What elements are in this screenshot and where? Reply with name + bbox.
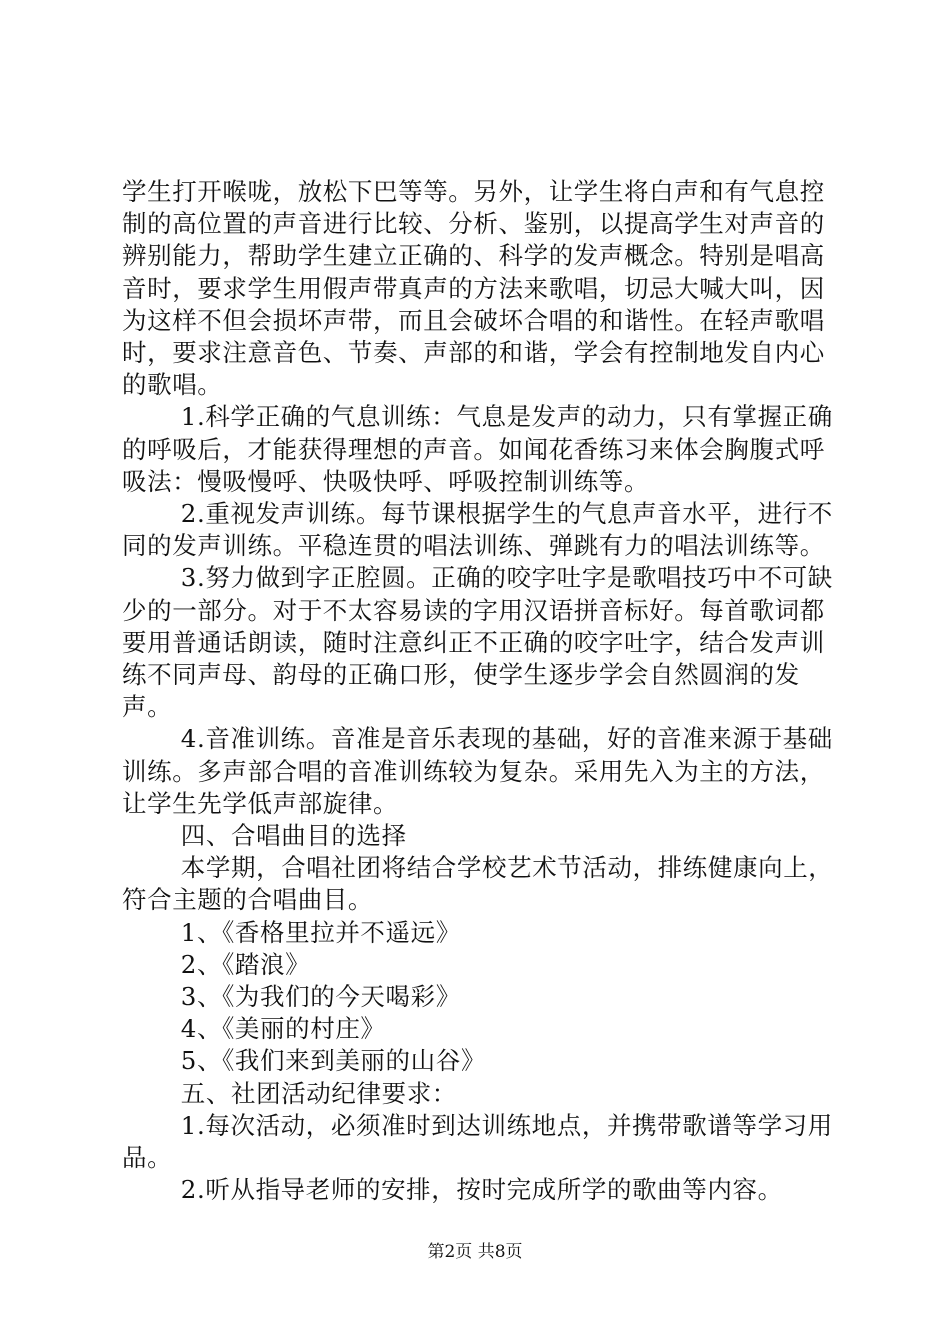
section-heading-repertoire: 四、合唱曲目的选择 [180, 821, 407, 851]
paragraph-pitch-training: 4.音准训练。音准是音乐表现的基础，好的音准来源于基础训练。多声部合唱的音准训练较为复杂。采用先入为主的方法，让学生先学低声部旋律。 [122, 724, 833, 818]
section-heading-discipline: 五、社团活动纪律要求： [180, 1078, 457, 1108]
document-body [122, 176, 842, 1207]
paragraph-discipline-rule: 1.每次活动，必须准时到达训练地点，并携带歌谱等学习用品。 [122, 1110, 833, 1173]
paragraph-breathing-training: 1.科学正确的气息训练：气息是发声的动力，只有掌握正确的呼吸后，才能获得理想的声音。如闻花香练习来体会胸腹式呼吸法：慢吸慢呼、快吸快呼、呼吸控制训练等。 [122, 402, 833, 496]
paragraph-diction: 3.努力做到字正腔圆。正确的咬字吐字是歌唱技巧中不可缺少的一部分。对于不太容易读的字用汉语拼音标好。每首歌词都要用普通话朗读，随时注意纠正不正确的咬字吐字，结合发声训练不同声母、韵母的正确口形，使学生逐步学会自然圆润的发声。 [122, 563, 833, 722]
song-list-item: 4、《美丽的村庄》 [180, 1014, 386, 1044]
paragraph-discipline-rule: 2.听从指导老师的安排，按时完成所学的歌曲等内容。 [180, 1175, 783, 1205]
paragraph-continuation: 学生打开喉咙，放松下巴等等。另外，让学生将白声和有气息控制的高位置的声音进行比较、分析、鉴别，以提高学生对声音的辨别能力，帮助学生建立正确的、科学的发声概念。特别是唱高音时，要求学生用假声带真声的方法来歌唱，切忌大喊大叫，因为这样不但会损坏声带，而且会破坏合唱的和谐性。在轻声歌唱时，要求注意音色、节奏、声部的和谐，学会有控制地发自内心的歌唱。 [122, 177, 825, 400]
song-list-item: 1、《香格里拉并不遥远》 [180, 917, 461, 947]
song-list-item: 3、《为我们的今天喝彩》 [180, 982, 461, 1012]
song-list-item: 2、《踏浪》 [180, 949, 311, 979]
page-number-footer: 第2页 共8页 [427, 1242, 523, 1262]
song-list-item: 5、《我们来到美丽的山谷》 [180, 1046, 486, 1076]
paragraph-repertoire-intro: 本学期，合唱社团将结合学校艺术节活动，排练健康向上，符合主题的合唱曲目。 [122, 853, 834, 915]
paragraph-vocal-training: 2.重视发声训练。每节课根据学生的气息声音水平，进行不同的发声训练。平稳连贯的唱法训练、弹跳有力的唱法训练等。 [122, 499, 833, 561]
